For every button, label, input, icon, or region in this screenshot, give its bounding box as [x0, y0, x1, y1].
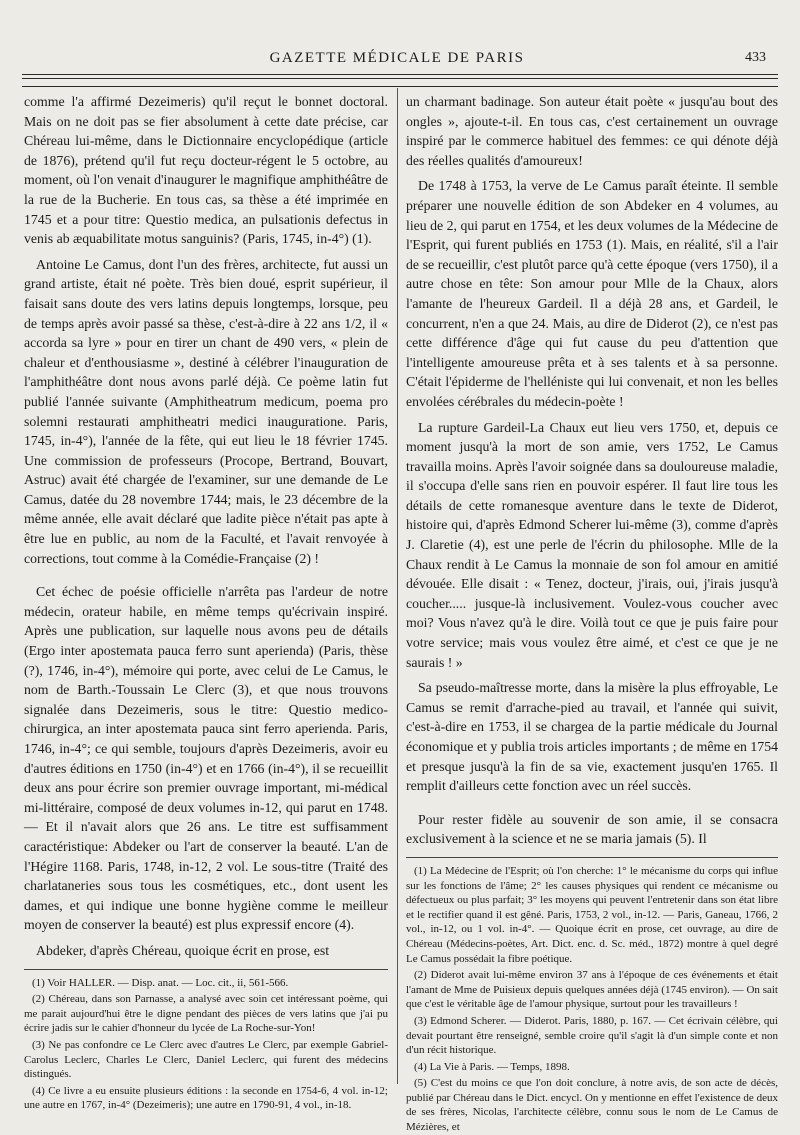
header-rule-double	[22, 78, 778, 79]
footnote: (5) C'est du moins ce que l'on doit conclure, à notre avis, de son acte de décès, publié par Chéreau dans le Dict. encycl. On y mentionne en effet l'existence de deux de ses frères, Nicolas, l'architecte célèbre, connu sous le nom de Le Camus de Mézières, et	[406, 1077, 778, 1134]
right-column	[406, 92, 778, 1134]
footnote: (1) La Médecine de l'Esprit; où l'on cherche: 1° le mécanisme du corps qui influe sur les fonctions de l'âme; 2° les causes physiques qui rendent ce mécanisme ou défectueux ou plus parfait; 3° les moyens qui peuvent l'entretenir dans son état libre et le rectifier quand il est gêné. Paris, 1753, 2 vol., in-12. — Paris, Ganeau, 1766, 2 vol., in-12, ou 1 vol. in-4°. — Quoique écrit en prose, cet ouvrage, au dire de Chéreau (Médecins-poètes, Art. Dict. enc. d. Sc. méd., 1872) montre à quel degré Le Camus possédait la fibre poétique.	[406, 864, 778, 965]
footnote: (3) Edmond Scherer. — Diderot. Paris, 1880, p. 167. — Cet écrivain célèbre, qui devait pourtant être renseigné, semble croire qu'il s'agit là d'un simple conte et non d'un récit historique.	[406, 1014, 778, 1057]
journal-title: GAZETTE MÉDICALE DE PARIS	[269, 50, 525, 66]
body-paragraph: Antoine Le Camus, dont l'un des frères, architecte, fut aussi un grand artiste, était né poète. Très bien doué, esprit supérieur, il faisait sans doute des vers latins depuis longtemps, lorsque, peu de temps après avoir passé sa thèse, c'est-à-dire à 22 ans 1/2, il « accorda sa lyre » pour en tirer un chant de 490 vers, « plein de chaleur et d'enthousiasme », destiné à célébrer l'inauguration de l'amphithéâtre dont nous avons parlé déjà. Ce poème latin fut publié l'année suivante (Amphitheatrum medicum, poema pro solemni restaurati amphitheatri medici inauguratione. Paris, 1745, in-4°), l'année de la fête, qui eut lieu le 18 février 1745. Une commission de professeurs (Procope, Bertrand, Bouvart, Astruc) avait été chargée de l'examiner, sur une demande de Le Camus, datée du 28 novembre 1744; mais, le 23 décembre de la même année, elle avait déclaré que ladite pièce n'était pas apte à être lue en public, au nom de la Faculté, et l'avait renvoyée à corrections, tout comme à la Comédie-Française (2) !	[24, 256, 388, 566]
footnotes	[24, 969, 388, 1113]
body-paragraph: Pour rester fidèle au souvenir de son amie, il se consacra exclusivement à la science et ne se maria jamais (5). Il	[406, 811, 778, 847]
page-number: 433	[745, 50, 766, 65]
footnote: (3) Ne pas confondre ce Le Clerc avec d'autres Le Clerc, par exemple Gabriel-Carolus Leclerc, Charles Le Clerc, Daniel Leclerc, qui furent des médecins distingués.	[24, 1038, 388, 1081]
column-top-rule	[22, 86, 778, 87]
footnote: (4) Ce livre a eu ensuite plusieurs éditions : la seconde en 1754-6, 4 vol. in-12; une autre en 1767, in-4° (Dezeimeris); une autre en 1790-91, 4 vol., in-18.	[24, 1084, 388, 1112]
column-divider	[397, 88, 398, 1084]
body-paragraph: La rupture Gardeil-La Chaux eut lieu vers 1750, et, depuis ce moment jusqu'à la mort de son amie, vers 1752, Le Camus travailla moins. Après l'avoir soignée dans sa douloureuse maladie, il s'occupa d'elle sans rien en pouvoir espérer. Il faut lire tous les détails de cette romanesque aventure dans le texte de Diderot, histoire qui, d'après Edmond Scherer lui-même (3), comme d'après J. Claretie (4), est une perle de l'écrin du philosophe. Mlle de la Chaux rendit à Le Camus la monnaie de son fol amour en amitié dévouée. Elle disait : « Tenez, docteur, j'irais, oui, j'irais jusqu'à coucher..... jusque-là inclusivement. Voulez-vous coucher avec moi? Vous n'avez qu'à le dire. Voilà tout ce que je puis faire pour votre service; mais vous voulez être aimé, et c'est ce que je ne saurais ! »	[406, 419, 778, 670]
footnotes	[406, 857, 778, 1135]
body-paragraph: comme l'a affirmé Dezeimeris) qu'il reçut le bonnet doctoral. Mais on ne doit pas se fier absolument à cette date précise, car Chéreau lui-même, dans le Dictionnaire encyclopédique (article de 1876), prétend qu'il fut reçu docteur-régent le 5 octobre, au moment, où l'on venait d'inaugurer le magnifique amphithéâtre de la rue de la Bucherie. En tous cas, sa thèse a été imprimée en 1745 et a pour titre: Questio medica, an pulsationis defectus in venis ab æquabilitate motus sanguinis? (Paris, 1745, in-4°) (1).	[24, 94, 388, 247]
body-paragraph: Sa pseudo-maîtresse morte, dans la misère la plus effroyable, Le Camus se remit d'arrache-pied au travail, et l'année qui suivit, c'est-à-dire en 1753, il se chargea de la partie médicale du Journal économique et y publia trois articles importants ; de même en 1754 et presque jusqu'à la fin de sa vie, exactement jusqu'en 1765. Il remplit d'ailleurs cette fonction avec un réel succès.	[406, 680, 778, 794]
footnote: (2) Diderot avait lui-même environ 37 ans à l'époque de ces événements et était l'amant de Mme de Puisieux depuis quelques années déjà (1745 environ). — On sait que c'est le véritable âge de l'amour physique, surtout pour les travailleurs !	[406, 969, 778, 1011]
footnote: (2) Chéreau, dans son Parnasse, a analysé avec soin cet intéressant poème, qui me parait aujourd'hui être le digne pendant des pièces de vers latins que j'ai pu écrire jadis sur le cahier d'honneur du lycée de La Roche-sur-Yon!	[24, 993, 388, 1035]
header-rule	[22, 74, 778, 75]
body-paragraph: un charmant badinage. Son auteur était poète « jusqu'au bout des ongles », ajoute-t-il. En tous cas, c'est certainement un ouvrage inspiré par le commerce habituel des femmes: ce qui dénote déjà des réelles qualités d'amoureux!	[406, 94, 778, 168]
running-header	[22, 48, 772, 72]
body-paragraph: Cet échec de poésie officielle n'arrêta pas l'ardeur de notre médecin, orateur habile, en même temps qu'écrivain inspiré. Après une publication, sur laquelle nous avons peu de détails (Ergo inter apostemata pauca ferro sunt aperienda) (Paris, thèse (?), 1746, in-4°), mémoire qui porte, avec celui de Le Camus, le nom de Barth.-Toussain Le Clerc (3), et que nous trouvons signalée dans Dezeimeris, sous le titre: Questio medico-chirurgica, an inter apostemata pauca sint ferro aperienda. Paris, 1746, in-4°; ce qui semble, toujours d'après Dezeimeris, avoir eu d'autres éditions en 1750 (in-4°) et en 1766 (in-4°), il se recueillit deux ans pour écrire son premier ouvrage important, mi-médical mi-littéraire, composé de deux volumes in-12, qui parut en 1748. — Et il n'avait alors que 26 ans. Le titre est suffisamment caractéristique: Abdeker ou l'art de conserver la beauté. L'an de l'Hégire 1168. Paris, 1748, in-12, 2 vol. Le sous-titre (Traité des charlataneries sous tous les cosmétiques, etc., dont usent les dames, et qui indique une bonne hygiène comme le meilleur moyen de conserver la beauté) est plus expressif encore (4).	[24, 584, 388, 933]
body-paragraph: De 1748 à 1753, la verve de Le Camus paraît éteinte. Il semble préparer une nouvelle édition de son Abdeker en 4 volumes, au lieu de 2, qui parut en 1754, et les deux volumes de la Médecine de l'Esprit, qui furent publiés en 1753 (1). Mais, en réalité, s'il a l'air de se recueillir, c'est plutôt parce qu'à cette époque (vers 1750), il a autre chose en tête: Son amour pour Mlle de la Chaux, alors l'amante de l'heureux Gardeil. Il a déjà 28 ans, et Gardeil, le concurrent, n'en a que 24. Mais, au dire de Diderot (2), ce n'est pas cette différence d'âge qui fut cause du peu d'attention que l'intelligente amoureuse prêta et à ses talents et à sa personne. C'était l'épiderme de l'helléniste qui lui convenait, et non les belles envolées cérébrales du médecin-poète !	[406, 178, 778, 409]
body-paragraph: Abdeker, d'après Chéreau, quoique écrit en prose, est	[36, 942, 330, 958]
footnote: (1) Voir HALLER. — Disp. anat. — Loc. cit., ii, 561-566.	[32, 976, 289, 989]
footnote: (4) La Vie à Paris. — Temps, 1898.	[414, 1060, 570, 1073]
left-column	[24, 92, 388, 1112]
